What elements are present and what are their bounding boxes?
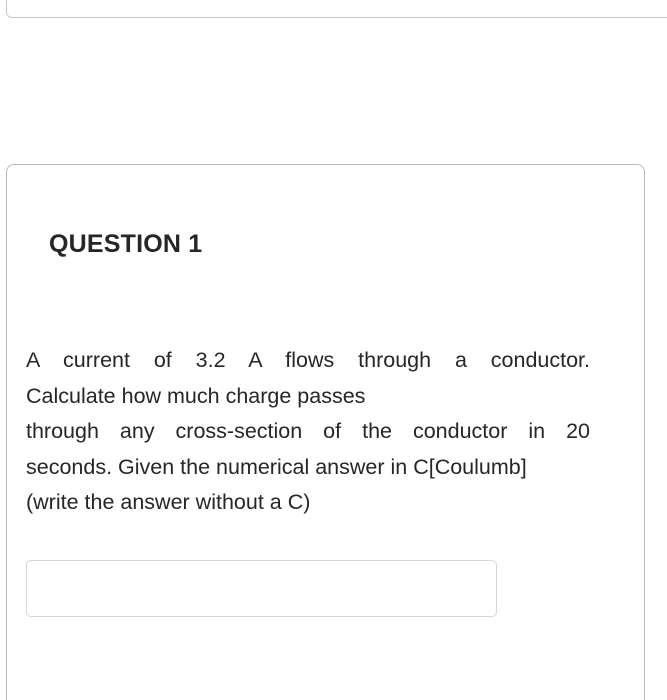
question-title: QUESTION 1 [49, 230, 203, 258]
question-text-line: Calculate how much charge passes [26, 383, 366, 408]
answer-input[interactable] [26, 560, 497, 617]
question-card [6, 164, 645, 700]
question-text-line: (write the answer without a C) [26, 490, 311, 514]
question-text-line: A current of 3.2 A flows through a conductor. [26, 348, 590, 372]
question-text [26, 343, 590, 521]
question-text-line: through any cross-section of the conductor in 20 [26, 419, 590, 443]
question-text-line: seconds. Given the numerical answer in C[Coulumb] [26, 454, 527, 479]
previous-question-card [6, 0, 667, 18]
